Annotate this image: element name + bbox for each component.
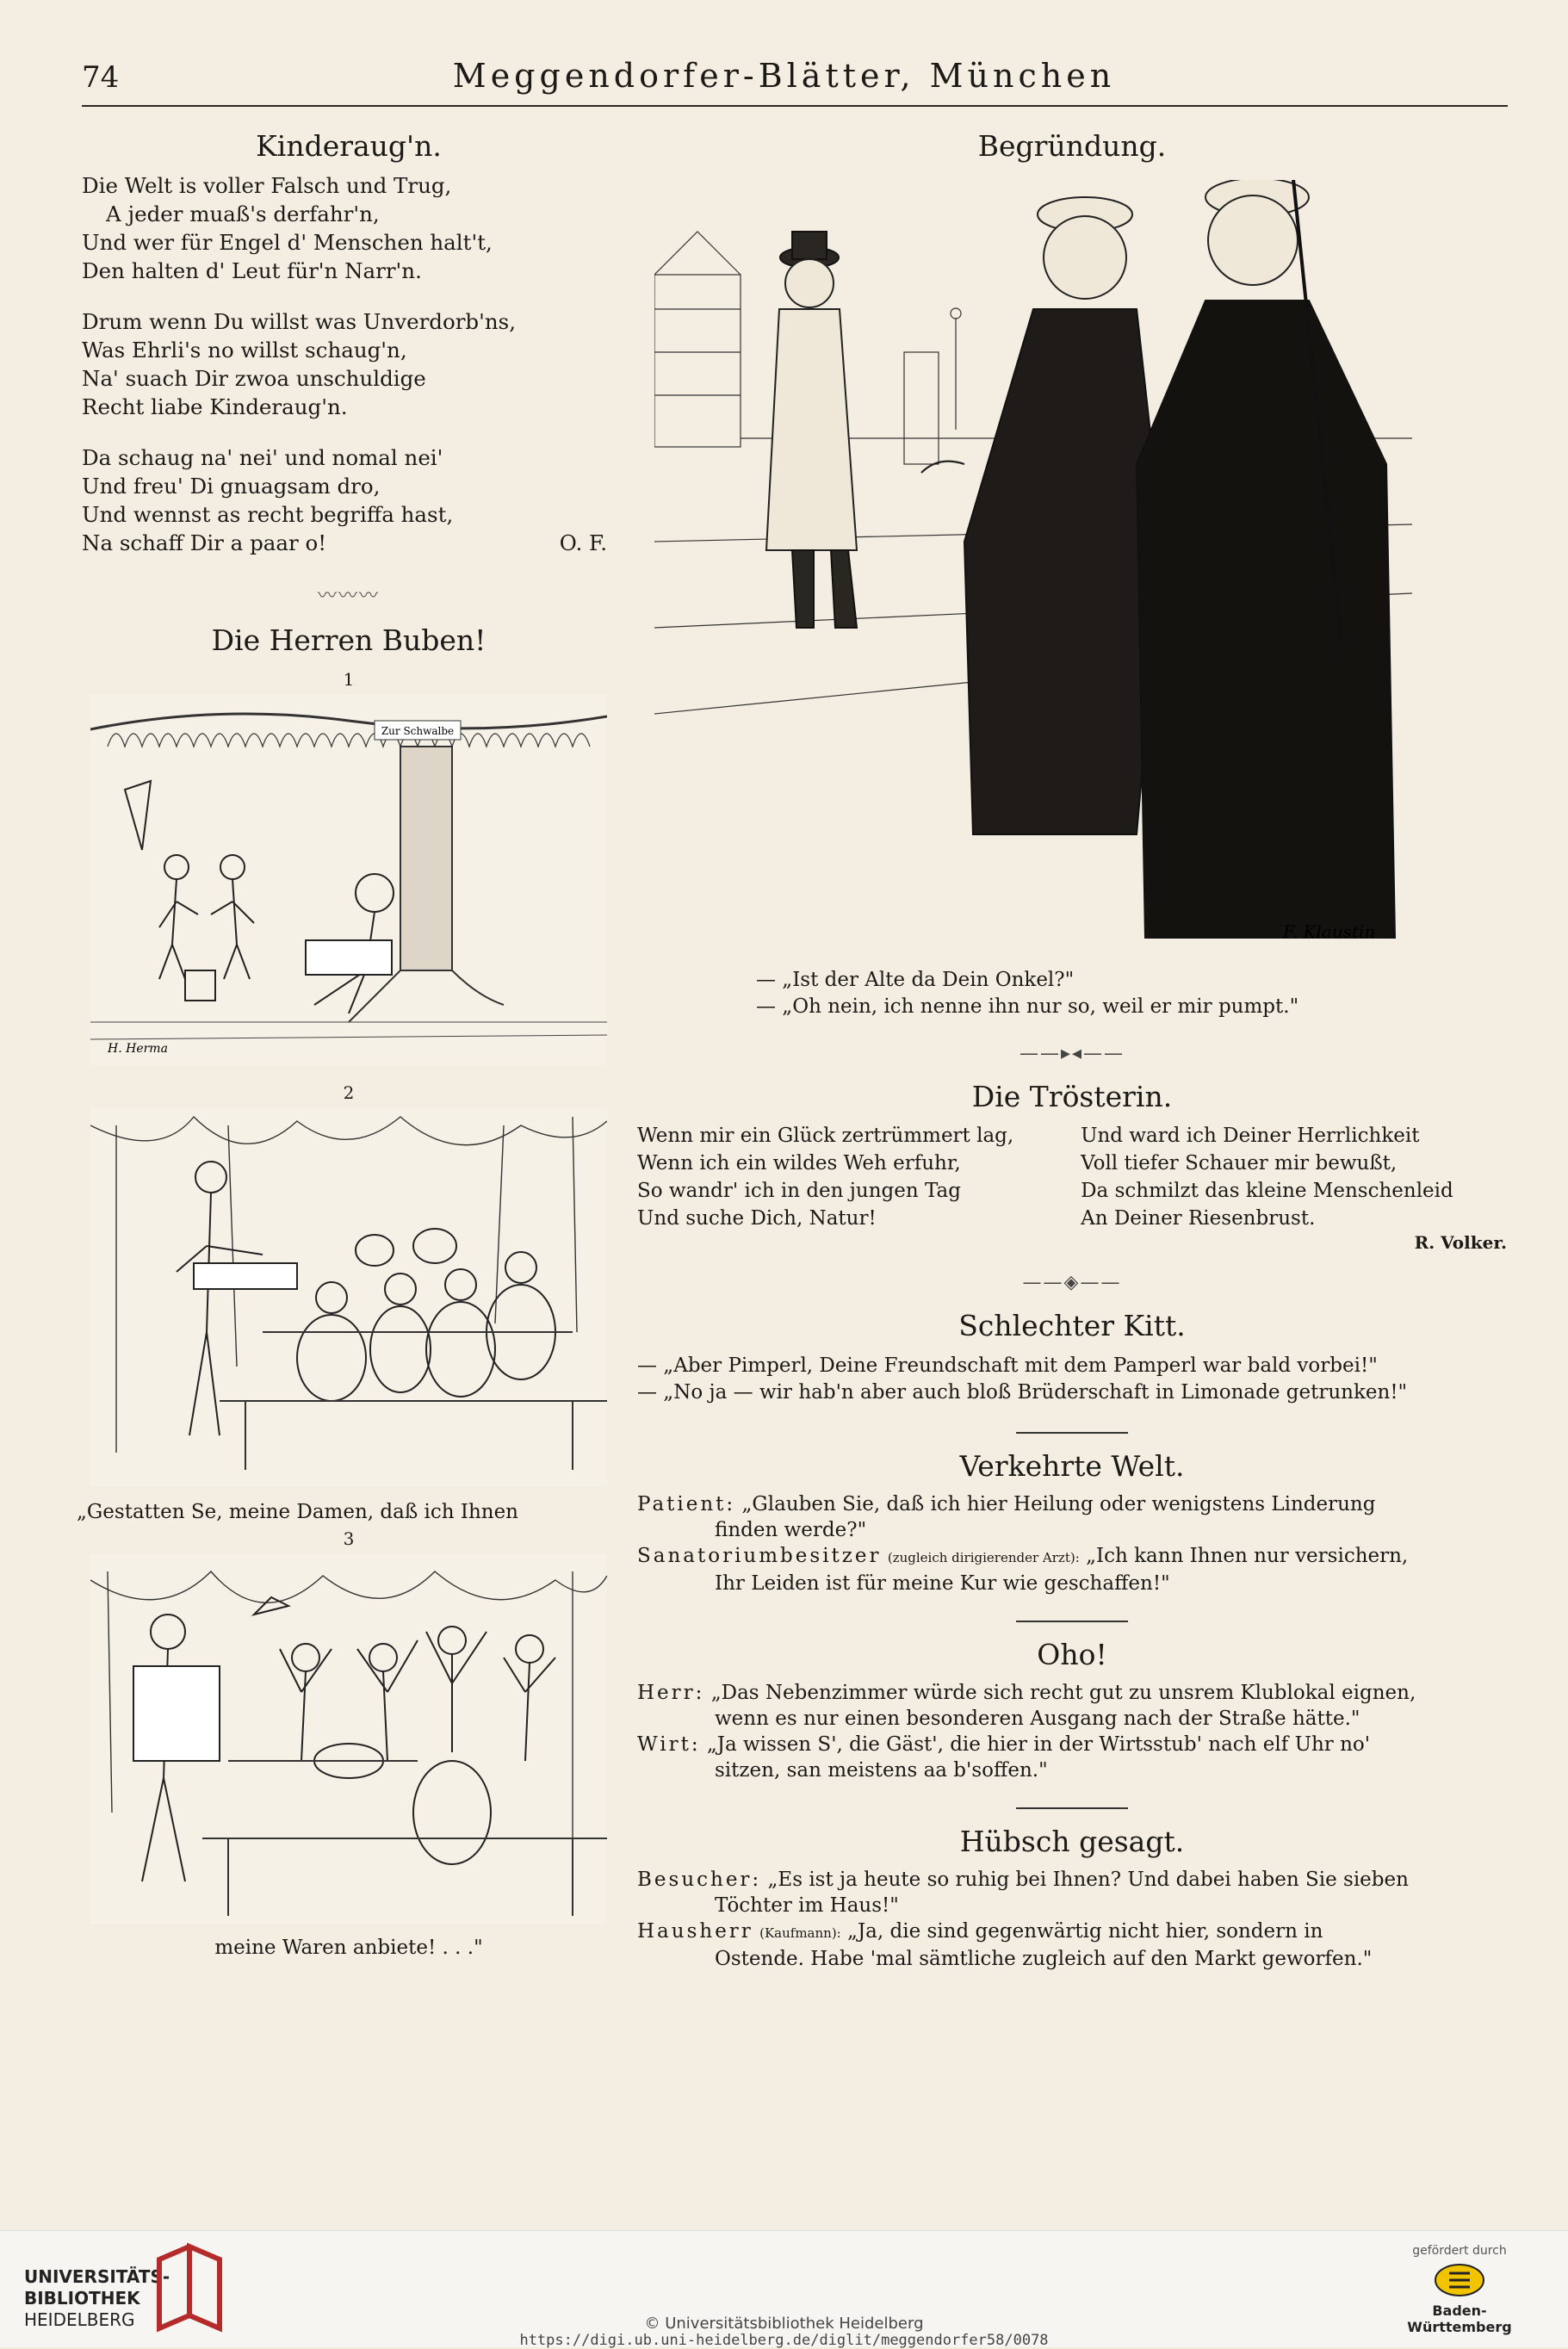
- poem-line: So wandr' ich in den jungen Tag: [637, 1180, 961, 1202]
- dialogue-line: — „Ist der Alte da Dein Onkel?": [756, 969, 1075, 991]
- speaker-label: Hausherr: [637, 1920, 753, 1943]
- dialogue-line: — „No ja — wir hab'n aber auch bloß Brüderschaft in Limonade getrunken!": [637, 1381, 1408, 1404]
- speech-continuation: Töchter im Haus!": [715, 1894, 899, 1917]
- sponsor-label: gefördert durch: [1412, 2244, 1507, 2258]
- poem-line: Den halten d' Leut für'n Narr'n.: [82, 258, 422, 283]
- poem-line: Und wennst as recht begriffa hast,: [82, 502, 454, 527]
- joke-huebsch-gesagt: [637, 1867, 1507, 1972]
- sponsor-block[interactable]: [1382, 2244, 1537, 2335]
- artist-signature-begruendung: F. Klaustin: [1283, 921, 1376, 942]
- joke-verkehrte-welt: [637, 1491, 1507, 1596]
- rule-divider: [637, 1432, 1507, 1434]
- joke-title-oho: Oho!: [1037, 1638, 1107, 1671]
- cartoon-panel-3: [90, 1554, 607, 1924]
- stanza-3: [82, 443, 616, 557]
- library-logo-line: UNIVERSITÄTS-: [24, 2266, 170, 2287]
- poem-line: Die Welt is voller Falsch und Trug,: [82, 173, 452, 198]
- speaker-label: Patient:: [637, 1493, 736, 1515]
- poem-signature: O. F.: [559, 530, 607, 555]
- poem-line: [82, 529, 616, 557]
- speech-text: „Ja, die sind gegenwärtig nicht hier, sondern in: [847, 1920, 1323, 1943]
- joke-title-verkehrte-welt: Verkehrte Welt.: [959, 1449, 1185, 1483]
- poem-column-right: [1081, 1122, 1507, 1232]
- speech-text: „Ich kann Ihnen nur versichern,: [1086, 1545, 1409, 1567]
- speech-turn: [637, 1732, 1507, 1757]
- dialogue-line: — „Aber Pimperl, Deine Freundschaft mit dem Pamperl war bald vorbei!": [637, 1354, 1378, 1377]
- ornament-divider: 〰〰〰: [317, 586, 380, 607]
- speaker-note: (zugleich dirigierender Arzt):: [887, 1550, 1080, 1565]
- poem-title-troesterin: Die Trösterin.: [971, 1080, 1173, 1113]
- page-title: Meggendorfer-Blätter, München: [452, 57, 1116, 95]
- poem-line: Und wer für Engel d' Menschen halt't,: [82, 230, 493, 255]
- poem-line: An Deiner Riesenbrust.: [1081, 1207, 1316, 1230]
- source-url-link[interactable]: https://digi.ub.uni-heidelberg.de/diglit/meggendorfer58/0078: [519, 2332, 1049, 2349]
- poem-line: Da schaug na' nei' und nomal nei': [82, 445, 443, 470]
- speech-text: „Das Nebenzimmer würde sich recht gut zu unsrem Klublokal eignen,: [710, 1682, 1416, 1704]
- speech-continuation: finden werde?": [715, 1519, 867, 1541]
- poem-line: Na' suach Dir zwoa unschuldige: [82, 366, 426, 391]
- coat-of-arms-icon: [1434, 2263, 1485, 2297]
- poem-line: Und ward ich Deiner Herrlichkeit: [1081, 1125, 1420, 1147]
- ornament-divider: ——◈——: [1022, 1272, 1122, 1293]
- cartoon-title-herren-buben: Die Herren Buben!: [211, 623, 487, 657]
- rule-divider: [637, 1621, 1507, 1622]
- speaker-label: Herr:: [637, 1682, 705, 1704]
- poem-line: Und freu' Di gnuagsam dro,: [82, 474, 381, 499]
- poem-line: Da schmilzt das kleine Menschenleid: [1081, 1180, 1453, 1202]
- right-column: [637, 129, 1507, 1972]
- speech-text: „Ja wissen S', die Gäst', die hier in der Wirtsstub' nach elf Uhr no': [706, 1733, 1371, 1756]
- speech-turn: [637, 1491, 1507, 1517]
- poem-kinderaugn: [82, 171, 616, 557]
- library-logo-line: HEIDELBERG: [24, 2309, 135, 2330]
- panel-caption-2: „Gestatten Se, meine Damen, daß ich Ihnen: [77, 1501, 518, 1523]
- sponsor-name: Baden-Württemberg: [1407, 2303, 1512, 2335]
- page-number: 74: [82, 60, 120, 95]
- speaker-note: (Kaufmann):: [759, 1925, 841, 1941]
- joke-title-huebsch-gesagt: Hübsch gesagt.: [959, 1825, 1185, 1858]
- joke-oho: [637, 1680, 1507, 1783]
- panel-number-2: 2: [343, 1082, 355, 1103]
- poem-author: R. Volker.: [1414, 1232, 1507, 1253]
- poem-line: Recht liabe Kinderaug'n.: [82, 394, 348, 419]
- illustration-begruendung: [654, 180, 1412, 955]
- speech-continuation: sitzen, san meistens aa b'soffen.": [715, 1759, 1048, 1782]
- poem-troesterin: [637, 1122, 1507, 1232]
- cartoon-panel-2: [90, 1108, 607, 1487]
- cartoon-title-begruendung: Begründung.: [977, 129, 1167, 163]
- speaker-label: Wirt:: [637, 1733, 701, 1756]
- poem-line: Wenn mir ein Glück zertrümmert lag,: [637, 1125, 1014, 1147]
- speech-turn: [637, 1543, 1507, 1571]
- poem-line: Drum wenn Du willst was Unverdorb'ns,: [82, 309, 516, 334]
- poem-line: Was Ehrli's no willst schaug'n,: [82, 338, 407, 363]
- speech-continuation: Ihr Leiden ist für meine Kur wie geschaffen!": [715, 1572, 1170, 1595]
- panel-caption-3: meine Waren anbiete! . . .": [214, 1937, 483, 1959]
- poem-line: Voll tiefer Schauer mir bewußt,: [1081, 1152, 1398, 1174]
- poem-title-kinderaugn: Kinderaug'n.: [256, 129, 442, 163]
- speech-continuation: wenn es nur einen besonderen Ausgang nach der Straße hätte.": [715, 1708, 1360, 1730]
- speech-turn: [637, 1918, 1507, 1946]
- joke-title-schlechter-kitt: Schlechter Kitt.: [958, 1309, 1186, 1342]
- poem-last-line: Na schaff Dir a paar o!: [82, 530, 327, 555]
- poem-line: A jeder muaß's derfahr'n,: [106, 201, 380, 226]
- cartoon-panel-1: [90, 695, 607, 1065]
- copyright-text: © Universitätsbibliothek Heidelberg: [644, 2315, 924, 2333]
- poem-column-left: [637, 1122, 1063, 1232]
- stanza-1: [82, 171, 616, 285]
- left-column: [77, 129, 616, 1959]
- ornament-divider: ——▸◂——: [1019, 1043, 1125, 1064]
- rule-divider: [637, 1807, 1507, 1809]
- poem-line: Wenn ich ein wildes Weh erfuhr,: [637, 1152, 961, 1174]
- header-rule: [82, 105, 1508, 107]
- joke-schlechter-kitt: [637, 1353, 1507, 1406]
- stanza-2: [82, 307, 616, 421]
- artist-signature-panel-1: H. Herma: [108, 1042, 168, 1056]
- speech-turn: [637, 1680, 1507, 1706]
- panel-number-3: 3: [343, 1528, 355, 1549]
- poem-line: Und suche Dich, Natur!: [637, 1207, 877, 1230]
- panel-number-1: 1: [343, 669, 355, 690]
- inn-sign-text: Zur Schwalbe: [381, 725, 455, 737]
- speaker-label: Besucher:: [637, 1869, 762, 1891]
- speaker-label: Sanatoriumbesitzer: [637, 1545, 882, 1567]
- speech-text: „Es ist ja heute so ruhig bei Ihnen? Und dabei haben Sie sieben: [767, 1869, 1409, 1891]
- speech-text: „Glauben Sie, daß ich hier Heilung oder wenigstens Linderung: [741, 1493, 1376, 1515]
- library-logo-line: BIBLIOTHEK: [24, 2288, 140, 2309]
- dialogue-line: — „Oh nein, ich nenne ihn nur so, weil er mir pumpt.": [756, 995, 1299, 1018]
- speech-continuation: Ostende. Habe 'mal sämtliche zugleich auf den Markt geworfen.": [715, 1948, 1373, 1970]
- speech-turn: [637, 1867, 1507, 1893]
- dialogue-begruendung: [637, 967, 1507, 1020]
